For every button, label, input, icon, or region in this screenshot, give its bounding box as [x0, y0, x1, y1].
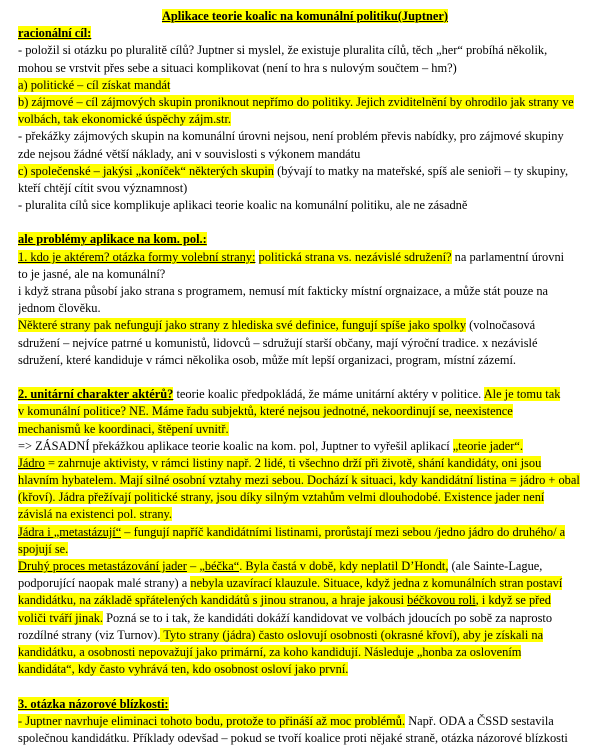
text-segment: . Byla častá v době, kdy neplatil D’Hondt, — [239, 559, 449, 573]
text-segment: b) zájmové – cíl zájmových skupin proniknout nepřímo do politiky. Jejich zviditelnění by ohrodilo jak strany ve — [18, 94, 574, 109]
text-segment: to je jasné, ale na komunální? — [18, 266, 166, 281]
text-segment: c) společenské – jakýsi „koníček“ některých skupin — [18, 163, 274, 178]
text-line — [18, 317, 592, 334]
text-line — [18, 94, 592, 111]
text-segment: ale problémy aplikace na kom. pol.: — [18, 232, 207, 247]
text-segment: a) politické – cíl získat mandát — [18, 77, 171, 92]
blank-line — [18, 214, 592, 231]
text-segment: => ZÁSADNÍ překážkou aplikace teorie koalic na kom. pol, Juptner to vyřešil aplikací — [18, 438, 453, 453]
text-segment: Pozná se to i tak, že kandidáti dokáží kandidovat ve volbách jdoucích po sobě za naprosto — [103, 610, 553, 625]
text-segment: kandidátku, na základě spřátelených kandidátů s jinou stranou, a hraje jakousi — [18, 593, 408, 608]
text-segment: racionální cíl: — [18, 26, 92, 41]
text-line — [18, 77, 592, 94]
text-line — [18, 146, 592, 163]
text-line — [18, 575, 592, 592]
text-line — [18, 730, 592, 747]
text-segment: „teorie jader“. — [452, 438, 523, 453]
text-line — [18, 472, 592, 489]
text-line — [18, 249, 592, 266]
text-segment: (křoví). Jádra přežívají politické strany, jsou díky silným vztahům velmi dlouhodobé. Existence jader není — [18, 490, 545, 505]
document-page — [18, 8, 592, 747]
text-segment: Např. ODA a ČSSD sestavila — [405, 713, 554, 728]
text-segment: Ale je tomu tak — [483, 387, 561, 402]
text-segment: rozdílné strany (viz Turnov). — [18, 627, 161, 642]
text-segment: „béčka“ — [199, 559, 240, 573]
text-segment: sdružení – nejvíce patrné u komunistů, lidovců – sdružují starší občany, mají výroční tradice. x nezávislé — [18, 335, 538, 350]
text-line — [18, 163, 592, 180]
text-segment: - Juptner navrhuje eliminaci tohoto bodu, protože to přináší až moc problémů. — [18, 713, 406, 728]
text-segment: volbách, tak ekonomické úspěchy zájm.str. — [18, 112, 231, 127]
text-line — [18, 524, 592, 541]
text-segment: a — [178, 576, 191, 591]
text-line — [18, 60, 592, 77]
text-segment: 3. otázka názorové blízkosti: — [18, 696, 169, 711]
text-line — [18, 489, 592, 506]
text-segment: kteří chtějí cítit svou významnost) — [18, 180, 188, 195]
blank-line — [18, 678, 592, 695]
text-line — [18, 610, 592, 627]
text-line — [18, 231, 592, 248]
text-line — [18, 506, 592, 523]
text-segment: mechanismů ke koordinaci, štěpení uvnitř. — [18, 421, 229, 436]
text-segment: , i když se před — [475, 593, 551, 608]
text-segment: hlavním hybatelem. Mají silné osobní vztahy mezi sebou. Dochází k situaci, kdy kandidátní listina = jádro + obal — [18, 473, 580, 488]
text-segment: nebyla uzavírací klauzule. Situace, když jedna z komunálních stran postaví — [190, 576, 563, 591]
text-line — [18, 661, 592, 678]
text-segment: jednom člověku. — [18, 301, 101, 316]
text-segment: kandidáta“, kdy často vyhrává ten, kdo osobnost osloví jako první. — [18, 662, 349, 677]
text-segment: zde nejsou žádné větší náklady, ani v souvislosti s výkonem mandátu — [18, 146, 361, 161]
text-line — [18, 197, 592, 214]
text-segment: - překážky zájmových skupin na komunální úrovni nejsou, není problém převis nabídky, pro zájmové skupiny — [18, 129, 564, 144]
text-segment: = zahrnuje aktivisty, v rámci listiny např. 2 lidé, ti všechno drží při životě, shání kandidáty, oni jsou — [44, 455, 542, 470]
text-segment: - pluralita cílů sice komplikuje aplikaci teorie koalic na komunální politiku, ale ne zásadně — [18, 198, 468, 213]
document-title — [18, 8, 592, 25]
text-line — [18, 438, 592, 455]
text-line — [18, 592, 592, 609]
text-line — [18, 713, 592, 730]
text-line — [18, 111, 592, 128]
text-segment: podporující naopak malé strany) — [18, 576, 179, 591]
text-segment: Tyto strany (jádra) často oslovují osobnosti (okrasné křoví), aby je získali na — [160, 627, 544, 642]
text-segment: – — [186, 559, 200, 573]
text-segment: v komunální politice? NE. Máme řadu subjektů, které nejsou jednotné, nekoordinují se, neexistence — [18, 404, 513, 419]
text-line — [18, 180, 592, 197]
text-line — [18, 25, 592, 42]
text-line — [18, 644, 592, 661]
text-segment: – fungují napříč kandidátními listinami, prorůstají mezi sebou /jedno jádro do druhého/ a — [121, 524, 566, 539]
text-line — [18, 335, 592, 352]
text-segment: (bývají to matky na mateřské, spíš ale senioři – ty skupiny, — [274, 163, 569, 178]
text-line — [18, 266, 592, 283]
text-segment: politická strana vs. nezávislé sdružení? — [258, 249, 452, 264]
text-line — [18, 403, 592, 420]
text-segment: 2. unitární charakter aktérů? — [18, 387, 174, 402]
text-line — [18, 283, 592, 300]
text-segment: i když strana působí jako strana s programem, nemusí mít fakticky místní orgnaizace, a může stát pouze na — [18, 284, 549, 298]
text-segment: - položil si otázku po pluralitě cílů? Juptner si myslel, že existuje pluralita cílů, těch „her“ probíhá několik, — [18, 43, 548, 58]
text-segment: Jádro — [18, 455, 45, 470]
text-segment: mohou se vrstvit přes sebe a situaci komplikovat (není to hra s nulovým součtem – hm?) — [18, 60, 457, 75]
blank-line — [18, 369, 592, 386]
text-segment: béčkovou roli — [407, 593, 476, 608]
text-line — [18, 627, 592, 644]
text-line — [18, 696, 592, 713]
text-segment: Některé strany pak nefungují jako strany z hlediska své definice, fungují spíše jako spolky — [18, 318, 467, 333]
text-segment: Jádra i „metastázují“ — [18, 524, 122, 539]
document-body — [18, 25, 592, 747]
text-line — [18, 300, 592, 317]
text-line — [18, 455, 592, 472]
document-title-text: Aplikace teorie koalic na komunální politiku(Juptner) — [161, 9, 449, 23]
text-segment: závislá na existenci pol. strany. — [18, 507, 173, 522]
text-segment: (volnočasová — [466, 318, 536, 333]
text-segment: 1. kdo je aktérem? otázka formy volební strany: — [18, 249, 256, 264]
text-line — [18, 541, 592, 558]
text-line — [18, 128, 592, 145]
text-segment: (ale Sainte-Lague, — [448, 559, 543, 573]
text-segment: sdružení, které kandiduje v rámci několika osob, může mít lepší organizaci, program, místní zázemí. — [18, 352, 516, 367]
text-segment: teorie koalic předpokládá, že máme unitární aktéry v politice. — [173, 387, 484, 402]
text-line — [18, 386, 592, 403]
text-line — [18, 558, 592, 575]
text-segment: spojují se. — [18, 541, 69, 556]
text-line — [18, 42, 592, 59]
text-segment: na parlamentní úrovni — [451, 249, 565, 264]
text-segment: kandidátku, a osobnosti nepovažují jako primární, za koho kandidují. Následuje „honba za oslovením — [18, 644, 522, 659]
text-segment: Druhý proces metastázování jader — [18, 559, 187, 573]
text-line — [18, 421, 592, 438]
text-segment: voliči tváří jinak. — [18, 610, 103, 625]
text-segment: společnou kandidátku. Příklady odevšad – pokud se tvoří koalice proti nějaké straně, otázka názorové blízkosti — [18, 730, 568, 745]
text-line — [18, 352, 592, 369]
